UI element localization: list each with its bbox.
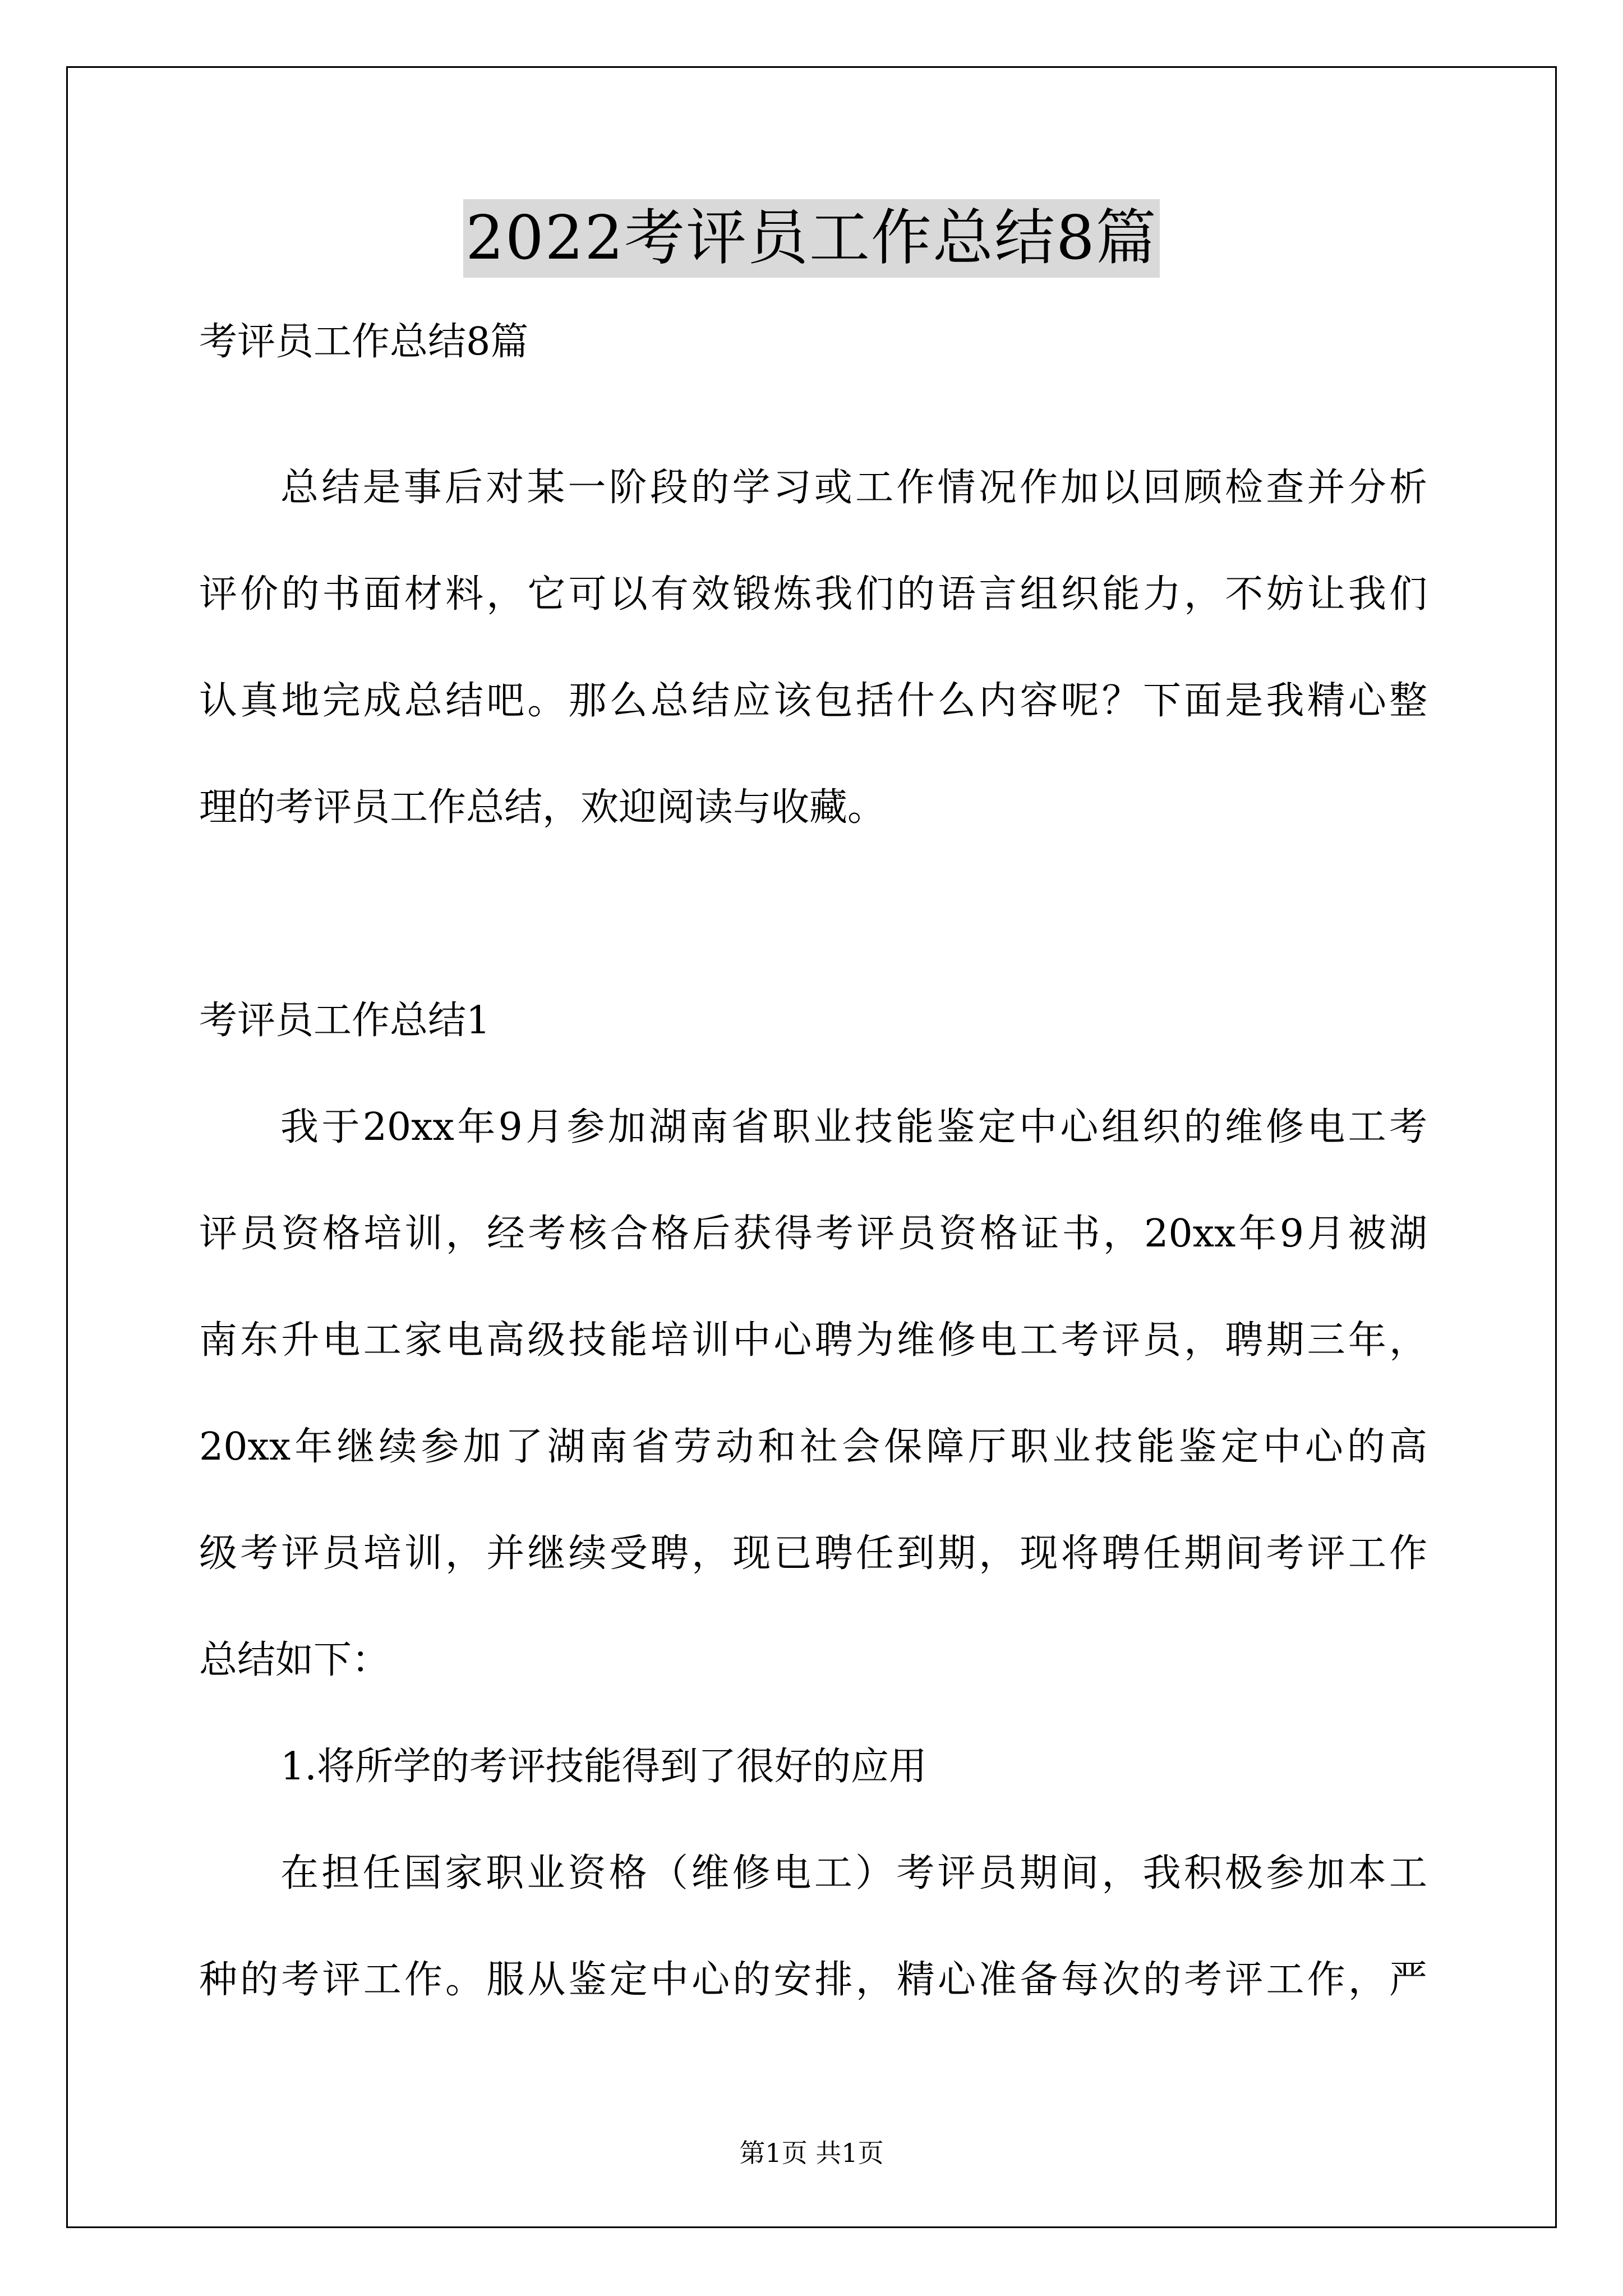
paragraph-line: 评价的书面材料，它可以有效锻炼我们的语言组织能力，不妨让我们	[199, 572, 1427, 616]
paragraph-line: 20xx年继续参加了湖南省劳动和社会保障厅职业技能鉴定中心的高	[199, 1425, 1427, 1469]
paragraph-line: 总结是事后对某一阶段的学习或工作情况作加以回顾检查并分析	[280, 466, 1427, 510]
paragraph-line: 在担任国家职业资格（维修电工）考评员期间，我积极参加本工	[280, 1851, 1427, 1895]
paragraph-line: 评员资格培训，经考核合格后获得考评员资格证书，20xx年9月被湖	[199, 1212, 1427, 1256]
paragraph-line: 级考评员培训，并继续受聘，现已聘任到期，现将聘任期间考评工作	[199, 1531, 1427, 1576]
paragraph-line: 总结如下：	[199, 1638, 390, 1682]
page-footer: 第1页 共1页	[739, 2138, 884, 2168]
paragraph-line: 南东升电工家电高级技能培训中心聘为维修电工考评员，聘期三年，	[199, 1318, 1427, 1363]
paragraph-line: 种的考评工作。服从鉴定中心的安排，精心准备每次的考评工作，严	[199, 1958, 1427, 2002]
document-title: 2022考评员工作总结8篇	[463, 199, 1160, 278]
subtitle-line: 考评员工作总结8篇	[199, 320, 529, 364]
paragraph-line: 理的考评员工作总结，欢迎阅读与收藏。	[199, 785, 886, 830]
title-container	[0, 199, 1623, 278]
paragraph-line: 认真地完成总结吧。那么总结应该包括什么内容呢？下面是我精心整	[199, 679, 1427, 723]
list-item-heading: 1.将所学的考评技能得到了很好的应用	[280, 1745, 927, 1789]
paragraph-line: 我于20xx年9月参加湖南省职业技能鉴定中心组织的维修电工考	[280, 1105, 1427, 1149]
section-heading: 考评员工作总结1	[199, 999, 491, 1043]
